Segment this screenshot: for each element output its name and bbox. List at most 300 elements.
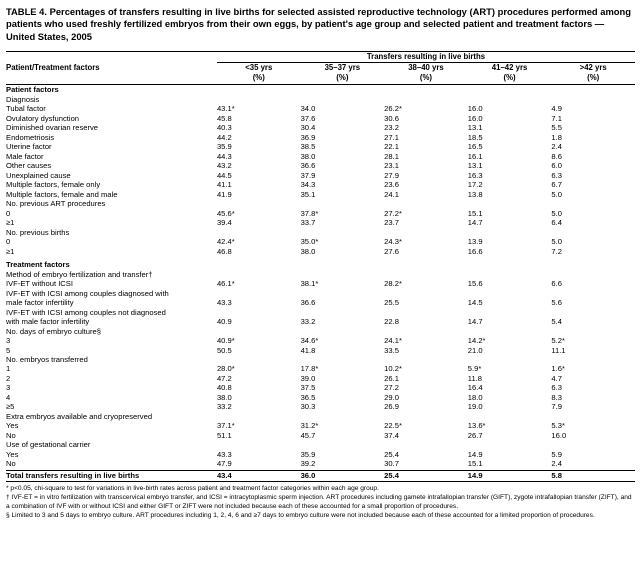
row-label: ≥1 xyxy=(6,246,15,256)
row-value: 26.9 xyxy=(384,402,399,412)
table-row xyxy=(6,152,635,161)
row-value: 14.9 xyxy=(467,470,483,480)
row-value: 7.2 xyxy=(551,246,562,256)
row-value: 6.0 xyxy=(551,161,562,171)
row-value: 26.7 xyxy=(467,430,483,440)
row-value xyxy=(468,228,552,237)
row-value: 14.2* xyxy=(467,336,486,346)
footnote-0: * p<0.05, chi-square to test for variations in live-birth rates across patient and treatment factor categories within each age group. xyxy=(6,485,379,493)
row-value: 23.2 xyxy=(384,123,399,133)
row-value: 5.6 xyxy=(551,298,562,308)
table-row xyxy=(6,459,635,468)
row-value xyxy=(551,412,635,421)
row-value: 27.9 xyxy=(384,170,399,180)
row-value: 38.1* xyxy=(300,279,319,289)
row-value: 36.6 xyxy=(300,298,316,308)
row-value: 6.4 xyxy=(551,218,562,228)
row-value: 16.0 xyxy=(467,104,483,114)
header-unit-stub xyxy=(6,73,217,83)
row-value: 13.9 xyxy=(467,237,483,247)
row-value: 34.0 xyxy=(300,104,316,114)
row-value: 25.5 xyxy=(384,298,399,308)
row-value: 11.8 xyxy=(467,373,482,383)
row-value: 29.0 xyxy=(384,392,399,402)
table-row xyxy=(6,161,635,170)
row-value: 36.9 xyxy=(300,132,316,142)
table-subheading-row xyxy=(6,228,635,237)
row-label: 5 xyxy=(6,345,11,355)
row-label: Yes xyxy=(6,421,19,431)
row-label: No xyxy=(6,430,16,440)
table-subheading-row xyxy=(6,412,635,421)
table-row xyxy=(6,133,635,142)
table-title: TABLE 4. Percentages of transfers resulting in live births for selected assisted reproductive technology (ART) procedures performed among patients who used freshly fertilized embryos from their own eggs, by patient's age group and selected patient and treatment factors — United States, 2005 xyxy=(6,6,631,42)
row-value: 1.8 xyxy=(551,132,562,142)
row-label: 0 xyxy=(6,237,11,247)
row-value xyxy=(301,228,385,237)
table-row xyxy=(6,279,635,288)
row-value: 40.9 xyxy=(216,317,232,327)
header-col-2: 38–40 yrs xyxy=(408,62,444,72)
row-value: 5.3* xyxy=(551,421,565,431)
row-value xyxy=(384,228,468,237)
row-value: 43.3 xyxy=(216,449,232,459)
table-row xyxy=(6,180,635,189)
row-value: 16.3 xyxy=(467,170,483,180)
row-value: 44.2 xyxy=(216,132,232,142)
row-value xyxy=(217,308,301,317)
row-value: 41.9 xyxy=(216,189,232,199)
row-value: 45.8 xyxy=(216,113,232,123)
row-value: 51.1 xyxy=(216,430,232,440)
row-label: Unexplained cause xyxy=(6,170,71,180)
row-value: 23.7 xyxy=(384,218,399,228)
header-group-row xyxy=(6,52,635,63)
row-value xyxy=(384,85,468,95)
row-value: 28.2* xyxy=(384,279,402,289)
table-header xyxy=(6,52,635,85)
row-label: Ovulatory dysfunction xyxy=(6,113,80,123)
row-value xyxy=(551,228,635,237)
row-value: 30.6 xyxy=(384,113,399,123)
header-col-4: >42 yrs xyxy=(579,62,607,72)
row-value: 38.0 xyxy=(300,151,316,161)
row-label: 1 xyxy=(6,364,11,374)
row-value: 47.2 xyxy=(216,373,232,383)
row-label: ≥5 xyxy=(6,402,15,412)
row-value: 16.5 xyxy=(467,142,483,152)
table-body xyxy=(6,85,635,482)
table-section-row xyxy=(6,85,635,95)
row-value xyxy=(217,228,301,237)
table-subheading-row xyxy=(6,95,635,104)
row-value: 35.0* xyxy=(300,237,319,247)
row-value xyxy=(384,308,468,317)
row-value xyxy=(551,270,635,279)
row-value xyxy=(468,412,552,421)
row-value xyxy=(551,289,635,298)
row-value xyxy=(384,260,468,269)
row-value: 36.5 xyxy=(300,392,316,402)
row-label: Patient factors xyxy=(6,85,59,95)
row-value xyxy=(551,440,635,449)
row-value: 25.4 xyxy=(384,470,399,480)
row-value: 7.9 xyxy=(551,402,562,412)
row-value: 5.9* xyxy=(467,364,482,374)
row-value: 44.5 xyxy=(216,170,232,180)
row-value: 6.7 xyxy=(551,180,562,190)
row-label: Treatment factors xyxy=(6,260,70,270)
table-subheading-row xyxy=(6,308,635,317)
row-value: 18.0 xyxy=(467,392,483,402)
row-value: 5.0 xyxy=(551,237,562,247)
row-label: 3 xyxy=(6,336,11,346)
row-value xyxy=(217,270,301,279)
table-subheading-row xyxy=(6,355,635,364)
row-label: 3 xyxy=(6,383,11,393)
row-value: 16.1 xyxy=(467,151,483,161)
row-label: Other causes xyxy=(6,161,52,171)
table-subheading-row xyxy=(6,199,635,208)
row-value: 35.9 xyxy=(216,142,232,152)
row-label: Diagnosis xyxy=(6,94,40,104)
row-label: Endometriosis xyxy=(6,132,55,142)
row-label: Use of gestational carrier xyxy=(6,440,91,450)
table-row xyxy=(6,104,635,113)
table-row xyxy=(6,364,635,373)
header-group-label: Transfers resulting in live births xyxy=(217,52,635,63)
row-value xyxy=(217,289,301,298)
row-value: 22.5* xyxy=(384,421,402,431)
table-row xyxy=(6,123,635,132)
row-value xyxy=(384,95,468,104)
row-value: 30.3 xyxy=(300,402,316,412)
row-value: 40.3 xyxy=(216,123,232,133)
row-label: Tubal factor xyxy=(6,104,46,114)
row-value: 13.6* xyxy=(467,421,486,431)
row-label: IVF-ET with ICSI among couples not diagnosed xyxy=(6,307,166,317)
header-unit-2: (%) xyxy=(419,72,433,82)
table-row xyxy=(6,421,635,430)
row-value: 33.5 xyxy=(384,345,399,355)
row-value: 14.7 xyxy=(467,317,483,327)
row-value: 17.8* xyxy=(300,364,319,374)
row-label: with male factor infertility xyxy=(6,317,90,327)
table-subheading-row xyxy=(6,327,635,336)
row-value: 37.5 xyxy=(300,383,316,393)
row-value: 43.4 xyxy=(216,470,232,480)
row-value xyxy=(384,199,468,208)
row-value: 5.0 xyxy=(551,208,562,218)
row-value: 40.8 xyxy=(216,383,232,393)
row-value: 17.2 xyxy=(467,180,483,190)
row-value: 14.7 xyxy=(467,218,483,228)
row-value: 5.5 xyxy=(551,123,562,133)
row-value: 43.3 xyxy=(216,298,232,308)
row-label: ≥1 xyxy=(6,218,15,228)
row-value xyxy=(468,327,552,336)
row-value: 15.6 xyxy=(467,279,483,289)
row-value: 7.1 xyxy=(551,113,562,123)
table-row xyxy=(6,247,635,256)
row-value: 34.6* xyxy=(300,336,319,346)
row-value xyxy=(384,270,468,279)
footnote-1: † IVF-ET = in vitro fertilization with transcervical embryo transfer, and ICSI = intracytoplasmic sperm injection. ART procedures including gamete intrafallopian transfer (GIFT), zygote intrafallopian transfer (ZIFT), and a combination of IVF with or without ICSI and either GIFT or ZIFT were not included because each of these accounted for a small proportion of procedures. xyxy=(6,494,632,510)
row-value xyxy=(551,355,635,364)
row-value xyxy=(301,260,385,269)
row-value xyxy=(217,95,301,104)
row-label: IVF-ET without ICSI xyxy=(6,279,73,289)
row-value: 22.1 xyxy=(384,142,399,152)
row-value: 11.1 xyxy=(551,345,566,355)
row-value: 31.2* xyxy=(300,421,319,431)
row-value: 40.9* xyxy=(216,336,235,346)
row-value: 37.4 xyxy=(384,430,399,440)
row-value: 37.1* xyxy=(216,421,235,431)
row-value xyxy=(551,85,635,95)
row-value: 36.0 xyxy=(300,470,316,480)
row-value xyxy=(468,95,552,104)
row-value: 5.0 xyxy=(551,189,562,199)
art-live-birth-table xyxy=(6,51,635,482)
row-value: 27.6 xyxy=(384,246,399,256)
header-unit-3: (%) xyxy=(503,72,516,82)
row-label: Extra embryos available and cryopreserved xyxy=(6,411,153,421)
row-value xyxy=(384,289,468,298)
row-value: 25.4 xyxy=(384,449,399,459)
row-label: Male factor xyxy=(6,151,44,161)
row-value: 37.8* xyxy=(300,208,319,218)
table-row xyxy=(6,237,635,246)
row-value: 45.7 xyxy=(300,430,316,440)
row-label: 4 xyxy=(6,392,11,402)
row-value: 8.6 xyxy=(551,151,562,161)
row-value: 38.5 xyxy=(300,142,316,152)
row-value xyxy=(384,355,468,364)
row-value: 30.7 xyxy=(384,459,399,469)
row-value xyxy=(384,440,468,449)
header-column-row xyxy=(6,62,635,72)
row-value: 35.9 xyxy=(300,449,316,459)
row-value xyxy=(384,412,468,421)
row-label: No. previous ART procedures xyxy=(6,199,106,209)
row-value: 5.4 xyxy=(551,317,562,327)
row-value xyxy=(551,199,635,208)
row-label: 0 xyxy=(6,208,11,218)
row-value xyxy=(217,85,301,95)
row-value xyxy=(301,85,385,95)
table-subheading-row xyxy=(6,270,635,279)
row-value: 27.2* xyxy=(384,208,402,218)
row-value: 47.9 xyxy=(216,459,232,469)
row-value xyxy=(301,440,385,449)
row-value: 36.6 xyxy=(300,161,316,171)
row-value: 43.1* xyxy=(216,104,235,114)
row-label: Uterine factor xyxy=(6,142,52,152)
row-value: 24.1 xyxy=(384,189,399,199)
row-value xyxy=(217,199,301,208)
row-value: 39.2 xyxy=(300,459,316,469)
row-label: male factor infertility xyxy=(6,298,74,308)
row-value: 42.4* xyxy=(216,237,235,247)
row-label: No. days of embryo culture§ xyxy=(6,326,101,336)
table-row xyxy=(6,402,635,411)
row-value: 43.2 xyxy=(216,161,232,171)
row-value: 16.0 xyxy=(467,113,483,123)
row-label: Diminished ovarian reserve xyxy=(6,123,99,133)
header-unit-row xyxy=(6,73,635,83)
row-value: 30.4 xyxy=(300,123,316,133)
table-row xyxy=(6,393,635,402)
row-value xyxy=(217,355,301,364)
row-value xyxy=(217,440,301,449)
table-total-row xyxy=(6,470,635,480)
row-value xyxy=(301,308,385,317)
row-value: 37.6 xyxy=(300,113,316,123)
row-value: 23.6 xyxy=(384,180,399,190)
row-value: 14.9 xyxy=(467,449,483,459)
row-value: 16.6 xyxy=(467,246,483,256)
row-label: No. embryos transferred xyxy=(6,354,88,364)
row-label: Multiple factors, female and male xyxy=(6,189,118,199)
row-value xyxy=(468,260,552,269)
row-value: 34.3 xyxy=(300,180,316,190)
row-value xyxy=(301,199,385,208)
row-value: 33.2 xyxy=(216,402,232,412)
row-value: 23.1 xyxy=(384,161,399,171)
row-value xyxy=(301,95,385,104)
row-value: 28.0* xyxy=(216,364,235,374)
row-value: 45.6* xyxy=(216,208,235,218)
row-value: 39.0 xyxy=(300,373,316,383)
row-value: 5.8 xyxy=(551,470,562,480)
row-value: 27.2 xyxy=(384,383,399,393)
table-row xyxy=(6,209,635,218)
table-row xyxy=(6,218,635,227)
row-value: 24.3* xyxy=(384,237,402,247)
row-value xyxy=(468,85,552,95)
row-value: 22.8 xyxy=(384,317,399,327)
row-value xyxy=(468,270,552,279)
row-value: 46.1* xyxy=(216,279,235,289)
row-value: 39.4 xyxy=(216,218,232,228)
row-value: 1.6* xyxy=(551,364,565,374)
table-row xyxy=(6,450,635,459)
row-value: 33.7 xyxy=(300,218,316,228)
row-value: 13.1 xyxy=(467,161,483,171)
row-value: 38.0 xyxy=(300,246,316,256)
row-value: 38.0 xyxy=(216,392,232,402)
row-value xyxy=(301,355,385,364)
row-label: Multiple factors, female only xyxy=(6,180,101,190)
row-value: 13.1 xyxy=(467,123,483,133)
row-value: 24.1* xyxy=(384,336,402,346)
table-row xyxy=(6,171,635,180)
header-col-1: 35–37 yrs xyxy=(324,62,361,72)
row-value: 5.2* xyxy=(551,336,565,346)
table-row xyxy=(6,190,635,199)
row-label: Method of embryo fertilization and transfer† xyxy=(6,269,153,279)
row-value xyxy=(551,327,635,336)
row-value: 18.5 xyxy=(467,132,483,142)
row-value xyxy=(217,327,301,336)
row-value: 6.3 xyxy=(551,170,562,180)
table-row xyxy=(6,374,635,383)
row-value xyxy=(301,412,385,421)
row-value: 28.1 xyxy=(384,151,399,161)
row-value xyxy=(301,289,385,298)
table-row xyxy=(6,114,635,123)
row-value: 8.3 xyxy=(551,392,562,402)
row-label: No xyxy=(6,459,16,469)
row-value xyxy=(217,412,301,421)
table-row xyxy=(6,142,635,151)
row-value: 46.8 xyxy=(216,246,232,256)
row-value xyxy=(468,289,552,298)
header-unit-4: (%) xyxy=(587,72,600,82)
table-bottom-rule xyxy=(6,480,635,482)
table-row xyxy=(6,346,635,355)
row-value: 41.8 xyxy=(300,345,316,355)
header-col-3: 41–42 yrs xyxy=(491,62,528,72)
row-value: 26.1 xyxy=(384,373,399,383)
row-value: 37.9 xyxy=(300,170,316,180)
header-stub-blank xyxy=(6,52,217,63)
row-value xyxy=(217,260,301,269)
table-row xyxy=(6,317,635,326)
row-value xyxy=(468,440,552,449)
row-label: IVF-ET with ICSI among couples diagnosed with xyxy=(6,288,169,298)
row-value: 41.1 xyxy=(216,180,232,190)
row-value xyxy=(384,327,468,336)
row-value: 26.2* xyxy=(384,104,402,114)
row-value: 16.0 xyxy=(551,430,567,440)
row-value xyxy=(551,95,635,104)
row-label: Total transfers resulting in live births xyxy=(6,470,140,480)
row-value: 15.1 xyxy=(467,208,483,218)
table-row xyxy=(6,298,635,307)
row-value: 4.9 xyxy=(551,104,562,114)
row-value: 19.0 xyxy=(467,402,483,412)
row-value: 16.4 xyxy=(467,383,483,393)
row-value: 13.8 xyxy=(467,189,483,199)
table-row xyxy=(6,336,635,345)
header-unit-1: (%) xyxy=(336,72,349,82)
row-value: 2.4 xyxy=(551,142,562,152)
row-value: 6.6 xyxy=(551,279,562,289)
row-value: 4.7 xyxy=(551,373,562,383)
footnotes xyxy=(6,485,635,520)
header-stub-label: Patient/Treatment factors xyxy=(6,62,100,72)
row-value: 6.3 xyxy=(551,383,562,393)
row-value: 2.4 xyxy=(551,459,562,469)
table-section-row xyxy=(6,260,635,269)
row-value: 14.5 xyxy=(467,298,483,308)
table-row xyxy=(6,431,635,440)
row-value: 35.1 xyxy=(300,189,316,199)
row-value xyxy=(301,327,385,336)
row-value: 15.1 xyxy=(467,459,483,469)
row-label: No. previous births xyxy=(6,227,70,237)
row-value: 27.1 xyxy=(384,132,399,142)
row-value: 50.5 xyxy=(216,345,232,355)
table-subheading-row xyxy=(6,440,635,449)
row-value: 33.2 xyxy=(300,317,316,327)
table-subheading-row xyxy=(6,289,635,298)
row-value xyxy=(551,308,635,317)
row-value: 21.0 xyxy=(467,345,483,355)
footnote-2: § Limited to 3 and 5 days to embryo culture. ART procedures including 1, 2, 4, 6 and ≥7 days to embryo culture were not included because each of these accounted for a limited proportion of procedures. xyxy=(6,511,595,519)
